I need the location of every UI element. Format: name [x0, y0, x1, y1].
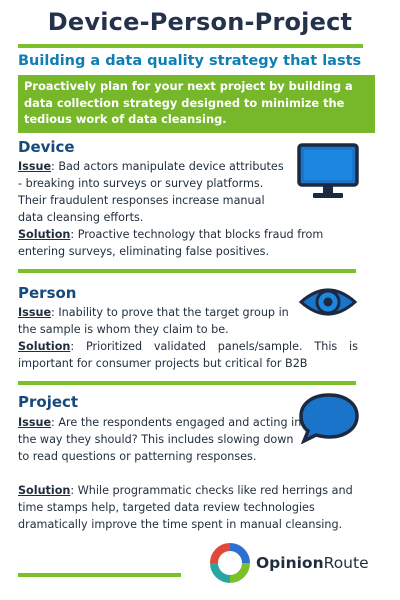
eye-icon	[298, 282, 358, 322]
section-title-device: Device	[18, 138, 75, 156]
opinionroute-logo-icon	[210, 543, 250, 583]
section-title-person: Person	[18, 284, 77, 302]
solution-label: Solution	[18, 228, 71, 241]
footer-divider	[18, 573, 181, 577]
brand-word-opinion: Opinion	[256, 554, 324, 572]
device-issue-text	[18, 158, 288, 226]
solution-text: : Prioritized validated panels/sample. This is important for consumer projects but critical for B2B	[18, 340, 358, 370]
issue-text: : Bad actors manipulate device attributes - breaking into surveys or survey platforms. Their fraudulent responses increase manual data cleansing efforts.	[18, 160, 284, 224]
monitor-icon	[296, 142, 362, 206]
speech-bubble-icon	[298, 392, 360, 444]
project-issue-text	[18, 414, 308, 465]
person-issue-text	[18, 304, 310, 338]
solution-label: Solution	[18, 340, 71, 353]
solution-text: : While programmatic checks like red herrings and time stamps help, targeted data review technologies dramatically improve the time spent in manual cleansing.	[18, 484, 353, 531]
issue-text: : Inability to prove that the target group in the sample is whom they claim to be.	[18, 306, 289, 336]
section-divider	[18, 381, 356, 385]
title-divider	[18, 44, 363, 48]
person-solution-text	[18, 338, 358, 372]
solution-label: Solution	[18, 484, 71, 497]
brand-wordmark	[256, 554, 369, 572]
brand-word-route: Route	[323, 554, 369, 572]
solution-text: : Proactive technology that blocks fraud from entering surveys, eliminating false positives.	[18, 228, 324, 258]
section-title-project: Project	[18, 393, 79, 411]
project-solution-text	[18, 482, 363, 533]
intro-banner: Proactively plan for your next project by building a data collection strategy designed to minimize the tedious work of data cleansing.	[18, 75, 375, 133]
issue-text: : Are the respondents engaged and acting in the way they should? This includes slowing down to read questions or patterning responses.	[18, 416, 302, 463]
issue-label: Issue	[18, 306, 52, 319]
page-title: Device-Person-Project	[47, 8, 353, 36]
page-subtitle: Building a data quality strategy that lasts	[18, 53, 362, 69]
section-divider	[18, 269, 356, 273]
issue-label: Issue	[18, 416, 52, 429]
device-solution-text	[18, 226, 366, 260]
issue-label: Issue	[18, 160, 52, 173]
